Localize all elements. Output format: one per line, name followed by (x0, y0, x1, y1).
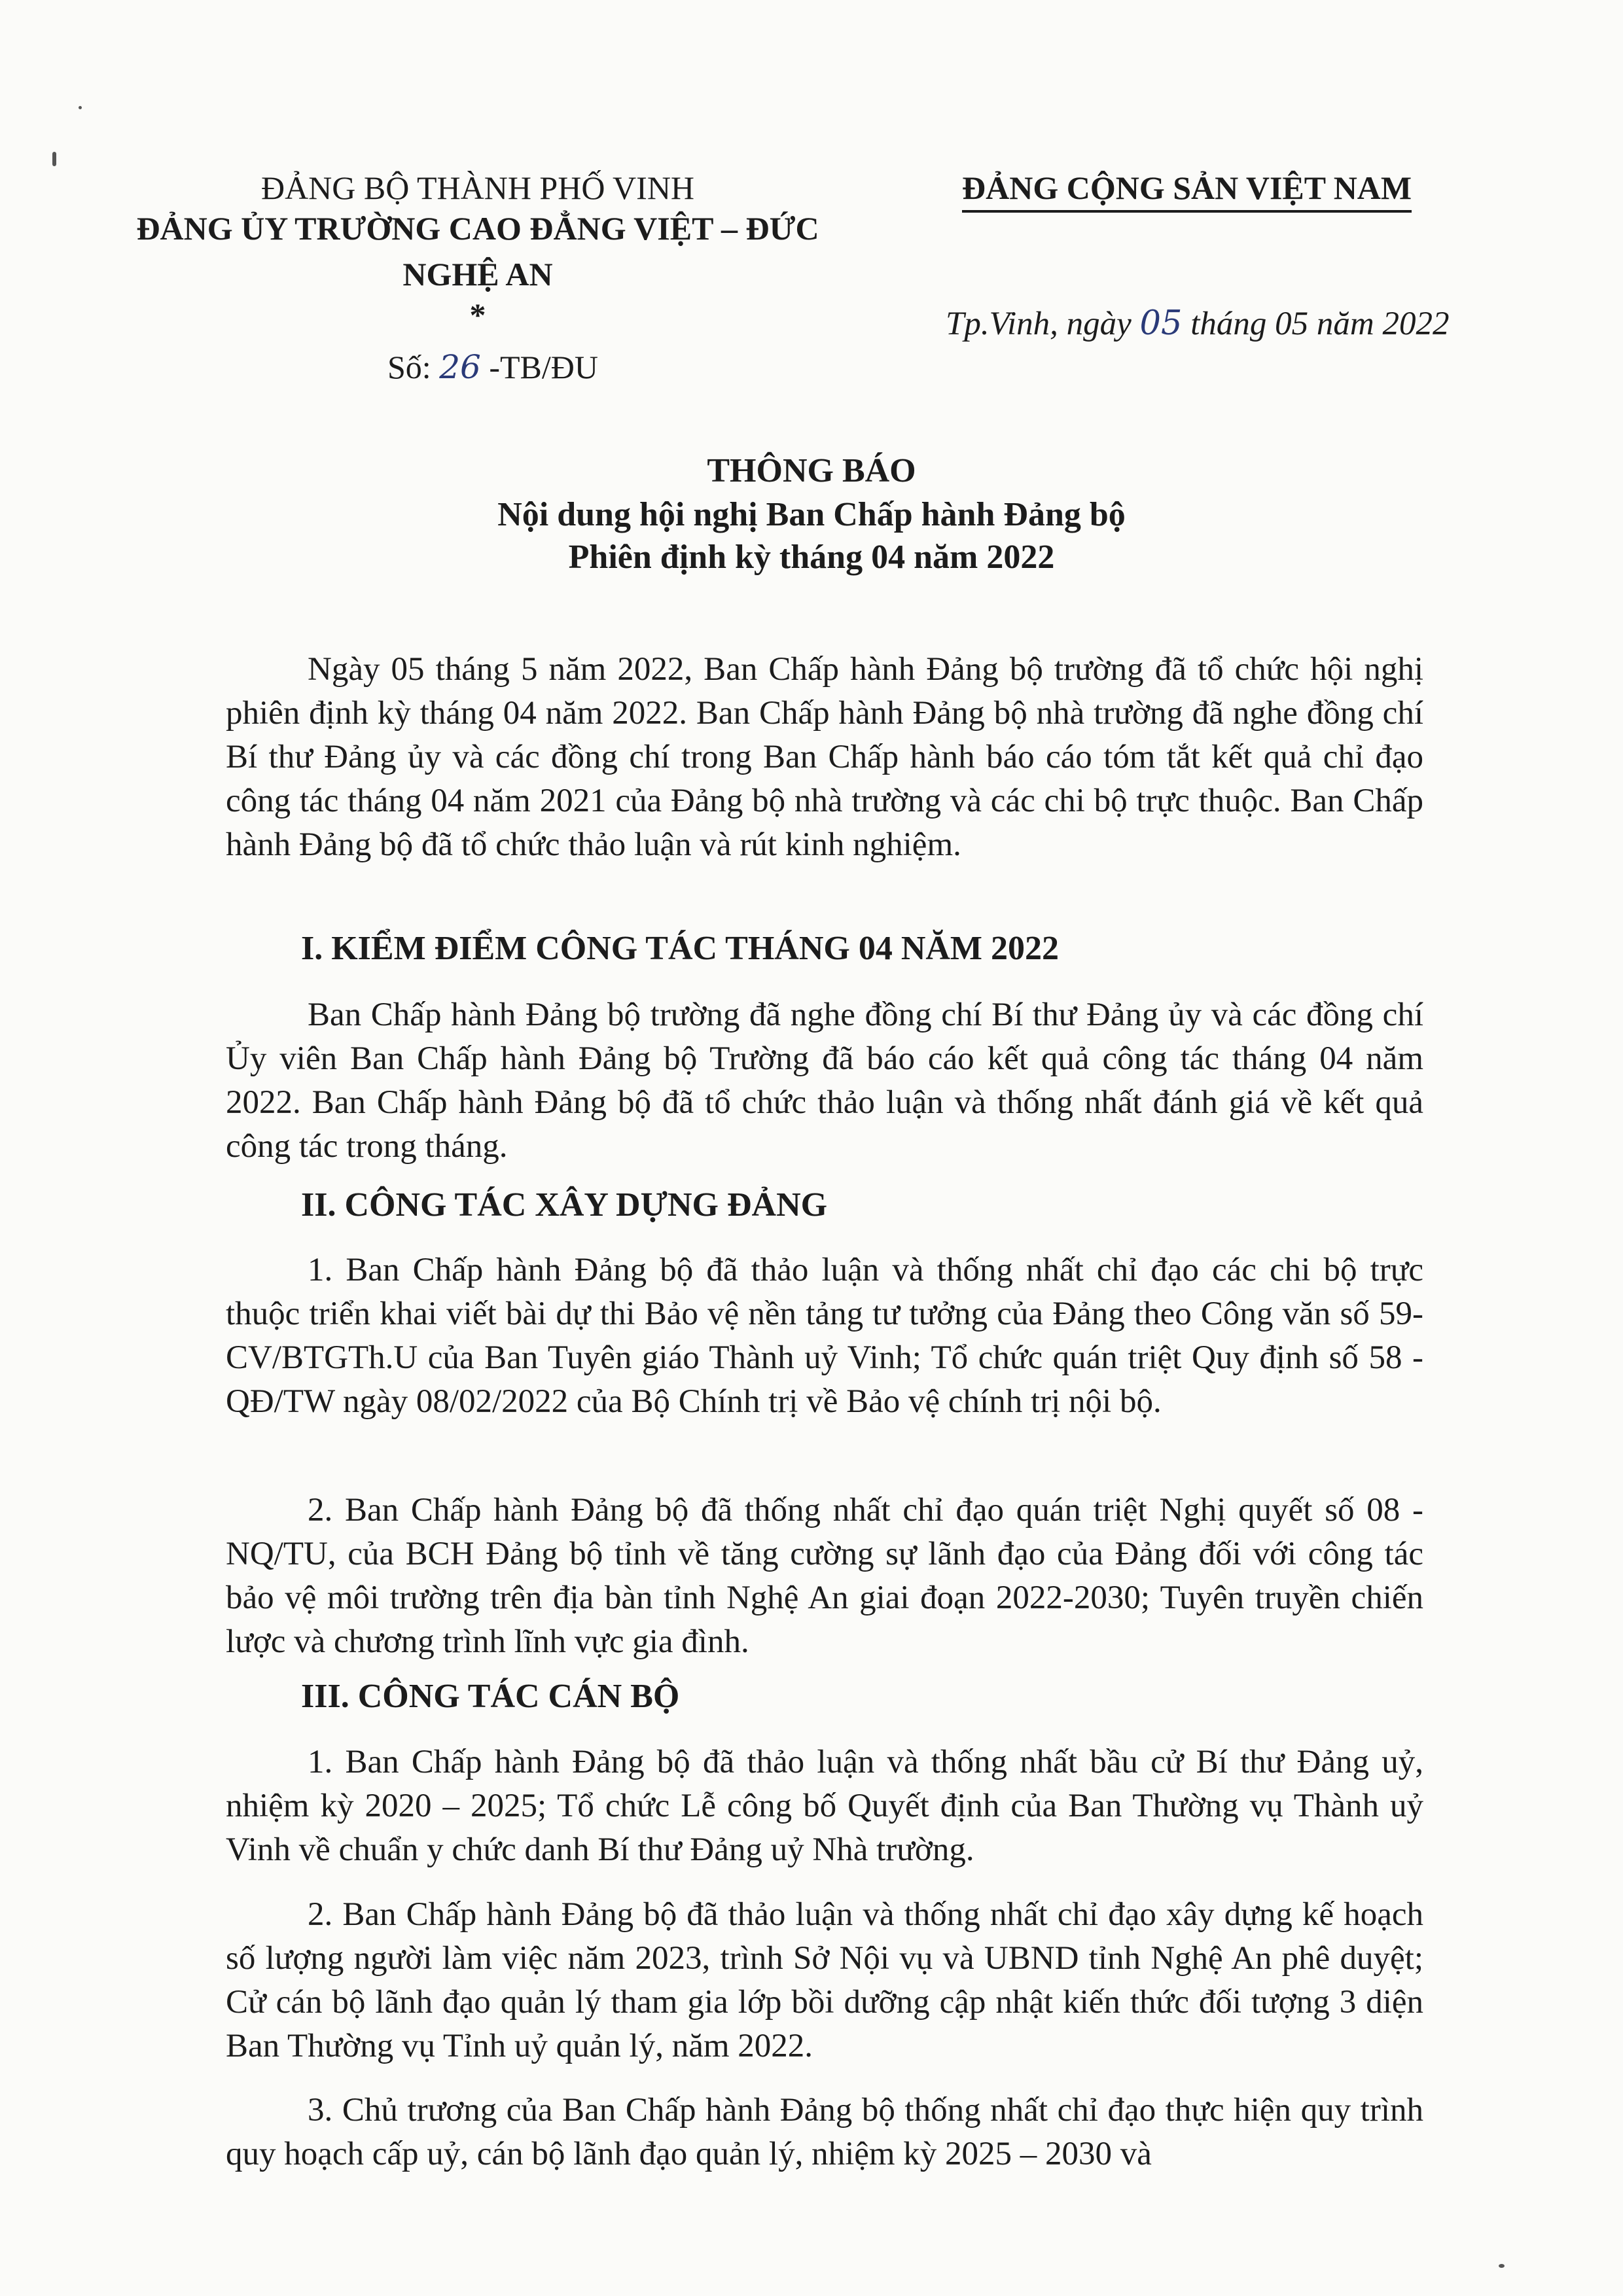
scan-speck (79, 106, 82, 109)
section3-paragraph-2: 2. Ban Chấp hành Đảng bộ đã thảo luận và thống nhất chỉ đạo xây dựng kế hoạch số lượng người làm việc năm 2023, trình Sở Nội vụ và UBND tỉnh Nghệ An phê duyệt; Cử cán bộ lãnh đạo quản lý tham gia lớp bồi dưỡng cập nhật kiến thức đối tượng 3 diện Ban Thường vụ Tỉnh uỷ quản lý, năm 2022. (226, 1896, 1423, 2064)
document-number-suffix: -TB/ĐU (489, 349, 598, 385)
section2-paragraph-2: 2. Ban Chấp hành Đảng bộ đã thống nhất chỉ đạo quán triệt Nghị quyết số 08 - NQ/TU, của BCH Đảng bộ tỉnh về tăng cường sự lãnh đạo của Đảng đối với công tác bảo vệ môi trường trên địa bàn tỉnh Nghệ An giai đoạn 2022-2030; Tuyên truyền chiến lược và chương trình lĩnh vực gia đình. (226, 1492, 1423, 1660)
section1-heading: I. KIỂM ĐIỂM CÔNG TÁC THÁNG 04 NĂM 2022 (301, 930, 1060, 967)
section3-heading: III. CÔNG TÁC CÁN BỘ (301, 1678, 680, 1715)
document-date (946, 304, 1449, 343)
document-subtitle-1: Nội dung hội nghị Ban Chấp hành Đảng bộ (497, 496, 1126, 533)
scan-speck (1499, 2264, 1505, 2268)
section1-paragraph: Ban Chấp hành Đảng bộ trường đã nghe đồng chí Bí thư Đảng ủy và các đồng chí Ủy viên Ban Chấp hành Đảng bộ Trường đã báo cáo kết quả công tác tháng 04 năm 2022. Ban Chấp hành Đảng bộ đã tổ chức thảo luận và thống nhất đánh giá về kết quả công tác trong tháng. (226, 997, 1423, 1165)
document-number-prefix: Số: (387, 349, 431, 385)
document-subtitle-2: Phiên định kỳ tháng 04 năm 2022 (568, 539, 1055, 576)
document-title: THÔNG BÁO (707, 452, 916, 489)
intro-paragraph: Ngày 05 tháng 5 năm 2022, Ban Chấp hành Đảng bộ trường đã tổ chức hội nghị phiên định kỳ tháng 04 năm 2022. Ban Chấp hành Đảng bộ nhà trường đã nghe đồng chí Bí thư Đảng ủy và các đồng chí trong Ban Chấp hành báo cáo tóm tắt kết quả chỉ đạo công tác tháng 04 năm 2021 của Đảng bộ nhà trường và các chi bộ trực thuộc. Ban Chấp hành Đảng bộ đã tổ chức thảo luận và rút kinh nghiệm. (226, 651, 1423, 863)
section2-paragraph-1: 1. Ban Chấp hành Đảng bộ đã thảo luận và thống nhất chỉ đạo các chi bộ trực thuộc triển khai viết bài dự thi Bảo vệ nền tảng tư tưởng của Đảng theo Công văn số 59-CV/BTGTh.U của Ban Tuyên giáo Thành uỷ Vinh; Tổ chức quán triệt Quy định số 58 -QĐ/TW ngày 08/02/2022 của Bộ Chính trị về Bảo vệ chính trị nội bộ. (226, 1252, 1423, 1420)
scan-speck (52, 152, 56, 166)
party-committee-line2: ĐẢNG ỦY TRƯỜNG CAO ĐẲNG VIỆT – ĐỨC (136, 210, 819, 247)
document-number-value: 26 (439, 348, 481, 386)
header-star: * (469, 296, 486, 333)
party-committee-line1: ĐẢNG BỘ THÀNH PHỐ VINH (260, 169, 695, 206)
date-suffix: tháng 05 năm 2022 (1190, 306, 1450, 342)
section2-heading: II. CÔNG TÁC XÂY DỰNG ĐẢNG (301, 1186, 828, 1224)
section3-paragraph-1: 1. Ban Chấp hành Đảng bộ đã thảo luận và thống nhất bầu cử Bí thư Đảng uỷ, nhiệm kỳ 2020 – 2025; Tổ chức Lễ công bố Quyết định của Ban Thường vụ Thành uỷ Vinh về chuẩn y chức danh Bí thư Đảng uỷ Nhà trường. (226, 1744, 1423, 1868)
section3-paragraph-3: 3. Chủ trương của Ban Chấp hành Đảng bộ thống nhất chỉ đạo thực hiện quy trình quy hoạch cấp uỷ, cán bộ lãnh đạo quản lý, nhiệm kỳ 2025 – 2030 và (226, 2092, 1423, 2172)
document-number (387, 348, 598, 386)
party-committee-line3: NGHỆ AN (402, 256, 553, 292)
party-name: ĐẢNG CỘNG SẢN VIỆT NAM (962, 169, 1412, 207)
date-day: 05 (1139, 304, 1183, 343)
date-prefix: Tp.Vinh, ngày (946, 306, 1132, 342)
